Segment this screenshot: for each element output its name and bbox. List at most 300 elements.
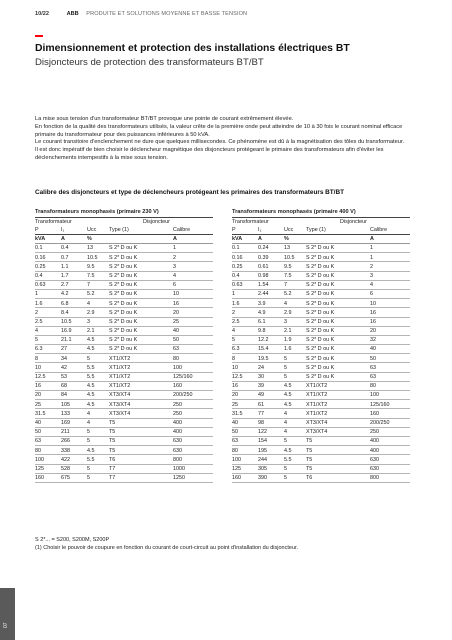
- table-cell: S 2* D ou K: [306, 300, 335, 307]
- table-cell: 100: [35, 456, 44, 463]
- table-row: [232, 262, 410, 271]
- table-row: [35, 262, 213, 271]
- table-cell: 13: [87, 245, 93, 252]
- table-row: [232, 281, 410, 290]
- footnotes: [35, 536, 298, 552]
- table-cell: 98: [258, 419, 264, 426]
- table-row: [232, 318, 410, 327]
- table-row: [35, 373, 213, 382]
- table-caption: Transformateurs monophasés (primaire 230 V): [35, 209, 213, 218]
- intro-paragraph: Il est donc impératif de bien choisir le déclencheur magnétique des disjoncteurs protégeant le primaire des transformateurs afin d'éviter les déclenchements intempestifs à la mise sous tension.: [35, 147, 384, 161]
- table-cell: XT1/XT2: [306, 383, 328, 390]
- table-cell: 30: [258, 374, 264, 381]
- table-cell: 125: [35, 465, 44, 472]
- page-header: [35, 11, 247, 17]
- table-cell: 80: [370, 383, 376, 390]
- table-row: [35, 391, 213, 400]
- table-cell: 3: [370, 272, 373, 279]
- table-cell: 20: [173, 309, 179, 316]
- table-cell: 4.5: [284, 392, 292, 399]
- table-cell: 10: [35, 364, 41, 371]
- table-row: [35, 409, 213, 418]
- table-row: [232, 290, 410, 299]
- table-cell: 0.25: [232, 263, 243, 270]
- column-header: Type (1): [306, 226, 326, 233]
- table-cell: 630: [370, 465, 379, 472]
- table-cell: S 2* D ou K: [109, 309, 138, 316]
- intro-text: [35, 116, 423, 163]
- table-row: [35, 382, 213, 391]
- table-cell: 5: [284, 355, 287, 362]
- table-cell: XT3/XT4: [109, 401, 131, 408]
- table-cell: 4: [284, 429, 287, 436]
- table-cell: 10: [173, 291, 179, 298]
- table-cell: S 2* D ou K: [306, 309, 335, 316]
- table-cell: 42: [61, 364, 67, 371]
- table-cell: 49: [258, 392, 264, 399]
- table-cell: 400: [370, 447, 379, 454]
- table-cell: 63: [173, 346, 179, 353]
- table-cell: 390: [258, 475, 267, 482]
- table-cell: 2.1: [87, 328, 95, 335]
- table-cell: 4.2: [61, 291, 69, 298]
- table-cell: 34: [61, 355, 67, 362]
- table-cell: 2: [370, 263, 373, 270]
- table-cell: 1: [370, 245, 373, 252]
- table-cell: 19.5: [258, 355, 269, 362]
- table-cell: 16: [35, 383, 41, 390]
- table-cell: 5.5: [87, 374, 95, 381]
- table-cell: S 2* D ou K: [306, 291, 335, 298]
- table-cell: 80: [173, 355, 179, 362]
- table-cell: XT1/XT2: [109, 355, 131, 362]
- table-cell: 4: [370, 282, 373, 289]
- table-cell: 4: [87, 410, 90, 417]
- table-cell: 50: [370, 355, 376, 362]
- table-cell: 266: [61, 438, 70, 445]
- table-cell: 1.54: [258, 282, 269, 289]
- table-cell: XT3/XT4: [109, 410, 131, 417]
- table-cell: 4: [35, 328, 38, 335]
- column-unit: A: [173, 236, 177, 242]
- table-row: [35, 455, 213, 464]
- table-cell: T5: [109, 429, 116, 436]
- table-cell: 61: [258, 401, 264, 408]
- table-cell: 40: [232, 419, 238, 426]
- table-cell: 100: [370, 392, 379, 399]
- unit-row: [232, 235, 410, 244]
- table-row: [232, 428, 410, 437]
- table-cell: 1: [232, 291, 235, 298]
- table-cell: 9.8: [258, 328, 266, 335]
- table-cell: 1.6: [232, 300, 240, 307]
- table-cell: T7: [109, 475, 116, 482]
- table-cell: 4.5: [87, 337, 95, 344]
- table-cell: XT3/XT4: [306, 419, 328, 426]
- column-header: Type (1): [109, 226, 129, 233]
- table-cell: 1.1: [61, 263, 69, 270]
- table-cell: 338: [61, 447, 70, 454]
- table-cell: T5: [306, 465, 313, 472]
- table-cell: 3.9: [258, 300, 266, 307]
- table-cell: S 2* D ou K: [306, 328, 335, 335]
- table-cell: 3: [284, 318, 287, 325]
- table-cell: 25: [173, 318, 179, 325]
- table-cell: 0.16: [35, 254, 46, 261]
- table-row: [35, 336, 213, 345]
- table-cell: 630: [173, 438, 182, 445]
- table-cell: S 2* D ou K: [306, 263, 335, 270]
- table-cell: T5: [109, 419, 116, 426]
- table-cell: XT1/XT2: [306, 410, 328, 417]
- table-cell: 160: [370, 410, 379, 417]
- table-primary-230v: [35, 209, 213, 483]
- table-row: [232, 474, 410, 483]
- table-row: [232, 345, 410, 354]
- table-cell: 195: [258, 447, 267, 454]
- page-title: Dimensionnement et protection des installations électriques BT: [35, 43, 350, 54]
- table-cell: 25: [35, 401, 41, 408]
- table-cell: 39: [258, 383, 264, 390]
- table-cell: 1: [370, 254, 373, 261]
- table-cell: S 2* D ou K: [109, 282, 138, 289]
- table-row: [232, 391, 410, 400]
- table-cell: 68: [61, 383, 67, 390]
- table-row: [35, 327, 213, 336]
- table-cell: 422: [61, 456, 70, 463]
- table-cell: 50: [232, 429, 238, 436]
- table-row: [232, 299, 410, 308]
- table-row: [35, 318, 213, 327]
- table-cell: T5: [109, 447, 116, 454]
- column-header: P: [35, 226, 39, 233]
- unit-row: [35, 235, 213, 244]
- column-header: I₁: [61, 226, 65, 233]
- group-label-breaker: Disjoncteur: [143, 219, 170, 225]
- table-header: [232, 218, 410, 235]
- table-row: [35, 272, 213, 281]
- accent-bar: [35, 35, 43, 37]
- table-cell: 5: [87, 438, 90, 445]
- table-cell: 80: [232, 447, 238, 454]
- column-unit: %: [87, 236, 92, 242]
- table-row: [232, 465, 410, 474]
- table-cell: 105: [61, 401, 70, 408]
- table-cell: 20: [35, 392, 41, 399]
- table-cell: 5: [284, 364, 287, 371]
- page-number: 10/22: [35, 11, 49, 17]
- table-cell: 0.1: [232, 245, 240, 252]
- table-cell: 21.1: [61, 337, 72, 344]
- table-cell: 5: [284, 374, 287, 381]
- table-row: [232, 327, 410, 336]
- table-cell: 0.4: [61, 245, 69, 252]
- table-cell: 4.5: [87, 346, 95, 353]
- table-cell: 0.4: [35, 272, 43, 279]
- table-cell: 63: [232, 438, 238, 445]
- table-cell: T6: [306, 475, 313, 482]
- table-cell: 800: [370, 475, 379, 482]
- table-cell: 5: [284, 438, 287, 445]
- table-cell: S 2* D ou K: [306, 346, 335, 353]
- table-row: [232, 373, 410, 382]
- table-cell: 16: [370, 309, 376, 316]
- table-cell: 0.61: [258, 263, 269, 270]
- page-subtitle: Disjoncteurs de protection des transformateurs BT/BT: [35, 57, 264, 68]
- table-cell: 3: [173, 263, 176, 270]
- table-cell: 125/160: [173, 374, 193, 381]
- table-row: [232, 400, 410, 409]
- table-row: [35, 308, 213, 317]
- table-cell: S 2* D ou K: [306, 318, 335, 325]
- header-subtitle: PRODUITE ET SOLUTIONS MOYENNE ET BASSE TENSION: [86, 11, 248, 17]
- table-row: [35, 446, 213, 455]
- intro-paragraph: La mise sous tension d'un transformateur BT/BT provoque une pointe de courant extrêmement élevée.: [35, 116, 294, 122]
- table-cell: 5: [35, 337, 38, 344]
- column-unit: kVA: [232, 236, 243, 242]
- table-row: [232, 363, 410, 372]
- table-cell: 630: [370, 456, 379, 463]
- table-cell: 160: [232, 475, 241, 482]
- table-cell: 10: [232, 364, 238, 371]
- table-cell: 2.9: [87, 309, 95, 316]
- table-cell: S 2* D ou K: [306, 254, 335, 261]
- table-cell: 125/160: [370, 401, 390, 408]
- table-cell: 31.5: [232, 410, 243, 417]
- table-cell: 63: [370, 374, 376, 381]
- table-cell: T5: [306, 438, 313, 445]
- table-cell: S 2* D ou K: [306, 245, 335, 252]
- table-cell: 154: [258, 438, 267, 445]
- table-cell: 7.5: [284, 272, 292, 279]
- table-cell: 1000: [173, 465, 185, 472]
- table-cell: 0.7: [61, 254, 69, 261]
- table-row: [232, 308, 410, 317]
- table-cell: 1.7: [61, 272, 69, 279]
- table-cell: S 2* D ou K: [306, 364, 335, 371]
- brand-logo: ABB: [66, 11, 79, 17]
- table-cell: 80: [35, 447, 41, 454]
- table-cell: 6.3: [232, 346, 240, 353]
- table-cell: 8.4: [61, 309, 69, 316]
- table-cell: 9.5: [284, 263, 292, 270]
- table-cell: 24: [258, 364, 264, 371]
- table-cell: S 2* D ou K: [109, 346, 138, 353]
- table-row: [232, 272, 410, 281]
- table-cell: S 2* D ou K: [306, 337, 335, 344]
- table-cell: 6.3: [35, 346, 43, 353]
- table-cell: 2.5: [35, 318, 43, 325]
- table-cell: 0.98: [258, 272, 269, 279]
- table-cell: 32: [370, 337, 376, 344]
- table-row: [232, 419, 410, 428]
- table-cell: 4.5: [87, 392, 95, 399]
- table-cell: 169: [61, 419, 70, 426]
- table-cell: 528: [61, 465, 70, 472]
- footnote: S 2*... = S200, S200M, S200P: [35, 537, 110, 543]
- table-cell: T7: [109, 465, 116, 472]
- table-cell: 7: [284, 282, 287, 289]
- table-row: [35, 400, 213, 409]
- table-cell: 1.6: [284, 346, 292, 353]
- table-cell: 50: [35, 429, 41, 436]
- table-cell: 8: [35, 355, 38, 362]
- table-cell: 2.44: [258, 291, 269, 298]
- table-cell: 211: [61, 429, 70, 436]
- table-cell: 20: [232, 392, 238, 399]
- table-cell: 5.5: [284, 456, 292, 463]
- table-row: [35, 345, 213, 354]
- table-cell: S 2* D ou K: [306, 282, 335, 289]
- column-header: Calibre: [370, 226, 388, 233]
- table-cell: 16: [232, 383, 238, 390]
- table-cell: 10.5: [87, 254, 98, 261]
- table-cell: 10.5: [61, 318, 72, 325]
- table-cell: 0.1: [35, 245, 43, 252]
- table-cell: 0.4: [232, 272, 240, 279]
- chapter-tab: [0, 588, 15, 640]
- table-cell: XT1/XT2: [109, 383, 131, 390]
- table-cell: 160: [173, 383, 182, 390]
- column-header: I₁: [258, 226, 262, 233]
- table-cell: 4: [173, 272, 176, 279]
- table-cell: 400: [370, 438, 379, 445]
- table-cell: 100: [173, 364, 182, 371]
- table-row: [35, 437, 213, 446]
- column-unit: A: [258, 236, 262, 242]
- table-row: [232, 354, 410, 363]
- table-cell: 4: [232, 328, 235, 335]
- table-cell: 84: [61, 392, 67, 399]
- table-cell: 6: [370, 291, 373, 298]
- table-cell: 0.63: [35, 282, 46, 289]
- table-cell: 25: [232, 401, 238, 408]
- table-cell: 5: [87, 355, 90, 362]
- table-cell: 4.5: [284, 401, 292, 408]
- table-cell: 16: [370, 318, 376, 325]
- table-cell: 16.9: [61, 328, 72, 335]
- table-cell: T5: [306, 447, 313, 454]
- table-cell: 2.5: [232, 318, 240, 325]
- table-cell: 122: [258, 429, 267, 436]
- table-row: [35, 290, 213, 299]
- column-header: Ucc: [284, 226, 294, 233]
- table-cell: 6.1: [258, 318, 266, 325]
- table-cell: S 2* D ou K: [109, 272, 138, 279]
- table-cell: S 2* D ou K: [109, 291, 138, 298]
- table-row: [232, 382, 410, 391]
- table-cell: 15.4: [258, 346, 269, 353]
- table-cell: 6.8: [61, 300, 69, 307]
- table-row: [232, 253, 410, 262]
- table-cell: S 2* D ou K: [109, 318, 138, 325]
- footnote: (1) Choisir le pouvoir de coupure en fonction du courant de court-circuit au point d'installation du disjoncteur.: [35, 545, 299, 551]
- table-cell: XT1/XT2: [109, 364, 131, 371]
- table-cell: 6: [173, 282, 176, 289]
- table-cell: 63: [35, 438, 41, 445]
- table-cell: 200/250: [173, 392, 193, 399]
- table-cell: 27: [61, 346, 67, 353]
- table-cell: XT1/XT2: [306, 401, 328, 408]
- table-row: [232, 336, 410, 345]
- table-header: [35, 218, 213, 235]
- table-cell: 13: [284, 245, 290, 252]
- table-cell: 4.5: [284, 383, 292, 390]
- table-cell: 2: [173, 254, 176, 261]
- table-cell: S 2* D ou K: [306, 374, 335, 381]
- table-row: [35, 244, 213, 253]
- table-row: [232, 446, 410, 455]
- table-cell: 4: [284, 419, 287, 426]
- column-header: P: [232, 226, 236, 233]
- table-cell: 40: [370, 346, 376, 353]
- column-header: Calibre: [173, 226, 191, 233]
- table-cell: 4: [87, 300, 90, 307]
- table-cell: XT1/XT2: [306, 392, 328, 399]
- table-cell: XT1/XT2: [109, 374, 131, 381]
- table-cell: S 2* D ou K: [109, 254, 138, 261]
- table-cell: 31.5: [35, 410, 46, 417]
- table-row: [232, 455, 410, 464]
- table-cell: 4.9: [258, 309, 266, 316]
- table-cell: S 2* D ou K: [109, 245, 138, 252]
- table-cell: 675: [61, 475, 70, 482]
- table-cell: S 2* D ou K: [109, 300, 138, 307]
- table-cell: 5.5: [87, 456, 95, 463]
- table-row: [35, 281, 213, 290]
- table-cell: 10: [370, 300, 376, 307]
- table-cell: 4: [284, 300, 287, 307]
- table-cell: 400: [173, 419, 182, 426]
- table-row: [35, 465, 213, 474]
- table-cell: 40: [173, 328, 179, 335]
- table-cell: 10.5: [284, 254, 295, 261]
- table-cell: 4.5: [87, 401, 95, 408]
- table-row: [232, 409, 410, 418]
- table-cell: 0.39: [258, 254, 269, 261]
- table-cell: T6: [109, 456, 116, 463]
- table-cell: 5: [284, 465, 287, 472]
- column-unit: %: [284, 236, 289, 242]
- table-cell: S 2* D ou K: [109, 328, 138, 335]
- group-label-breaker: Disjoncteur: [340, 219, 367, 225]
- table-cell: 2.9: [284, 309, 292, 316]
- table-cell: 125: [232, 465, 241, 472]
- table-cell: 1: [35, 291, 38, 298]
- table-cell: XT3/XT4: [306, 429, 328, 436]
- table-cell: 244: [258, 456, 267, 463]
- section-title: Calibre des disjoncteurs et type de déclencheurs protégeant les primaires des transformateurs BT/BT: [35, 189, 344, 196]
- table-cell: S 2* D ou K: [109, 337, 138, 344]
- table-row: [35, 354, 213, 363]
- table-cell: 3: [87, 318, 90, 325]
- column-unit: kVA: [35, 236, 46, 242]
- table-row: [35, 474, 213, 483]
- table-cell: 8: [232, 355, 235, 362]
- table-cell: 305: [258, 465, 267, 472]
- table-cell: 630: [173, 447, 182, 454]
- table-cell: 5.5: [87, 364, 95, 371]
- table-cell: 53: [61, 374, 67, 381]
- table-cell: 1250: [173, 475, 185, 482]
- table-cell: 4.5: [284, 447, 292, 454]
- table-cell: 16: [173, 300, 179, 307]
- table-cell: 0.16: [232, 254, 243, 261]
- table-cell: 2.7: [61, 282, 69, 289]
- table-cell: 250: [173, 410, 182, 417]
- table-cell: 1: [173, 245, 176, 252]
- table-row: [232, 244, 410, 253]
